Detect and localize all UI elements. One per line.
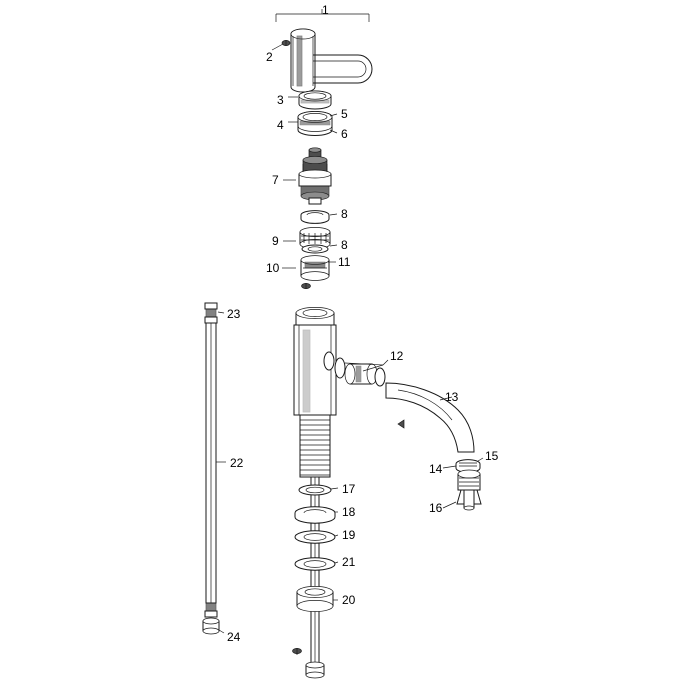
callout-21: 21 — [342, 555, 356, 569]
callout-13: 13 — [445, 390, 459, 404]
callout-20: 20 — [342, 593, 356, 607]
part-2-grub-screw — [272, 40, 290, 50]
part-16-aerator-assembly — [443, 470, 481, 510]
callout-17: 17 — [342, 482, 356, 496]
callout-8-lower: 8 — [341, 238, 348, 252]
callout-18: 18 — [342, 505, 356, 519]
part-7-cartridge — [283, 148, 331, 204]
callout-8-upper: 8 — [341, 207, 348, 221]
callout-12: 12 — [390, 349, 404, 363]
callout-15: 15 — [485, 449, 499, 463]
part-8-washer-upper — [301, 211, 337, 224]
part-22-hose — [203, 303, 226, 634]
part-3-cap-ring — [288, 91, 331, 109]
part-8-washer-lower — [302, 245, 337, 253]
part-1-handle — [276, 9, 372, 92]
callout-24: 24 — [227, 630, 241, 644]
leader-15 — [478, 458, 483, 461]
callout-5: 5 — [341, 107, 348, 121]
callout-1: 1 — [322, 3, 329, 17]
callout-14: 14 — [429, 462, 443, 476]
part-14-aerator-screen — [443, 458, 483, 472]
callout-7: 7 — [272, 173, 279, 187]
callout-4: 4 — [277, 118, 284, 132]
part-10-body-insert — [282, 256, 336, 289]
callout-2: 2 — [266, 50, 273, 64]
callout-19: 19 — [342, 528, 356, 542]
callout-9: 9 — [272, 234, 279, 248]
part-13-spout — [386, 383, 474, 452]
callout-16: 16 — [429, 501, 443, 515]
part-4-collar — [288, 112, 337, 136]
callout-6: 6 — [341, 127, 348, 141]
callout-22: 22 — [230, 456, 244, 470]
callout-10: 10 — [266, 261, 280, 275]
callout-11: 11 — [338, 255, 351, 269]
callout-23: 23 — [227, 307, 241, 321]
callout-3: 3 — [277, 93, 284, 107]
